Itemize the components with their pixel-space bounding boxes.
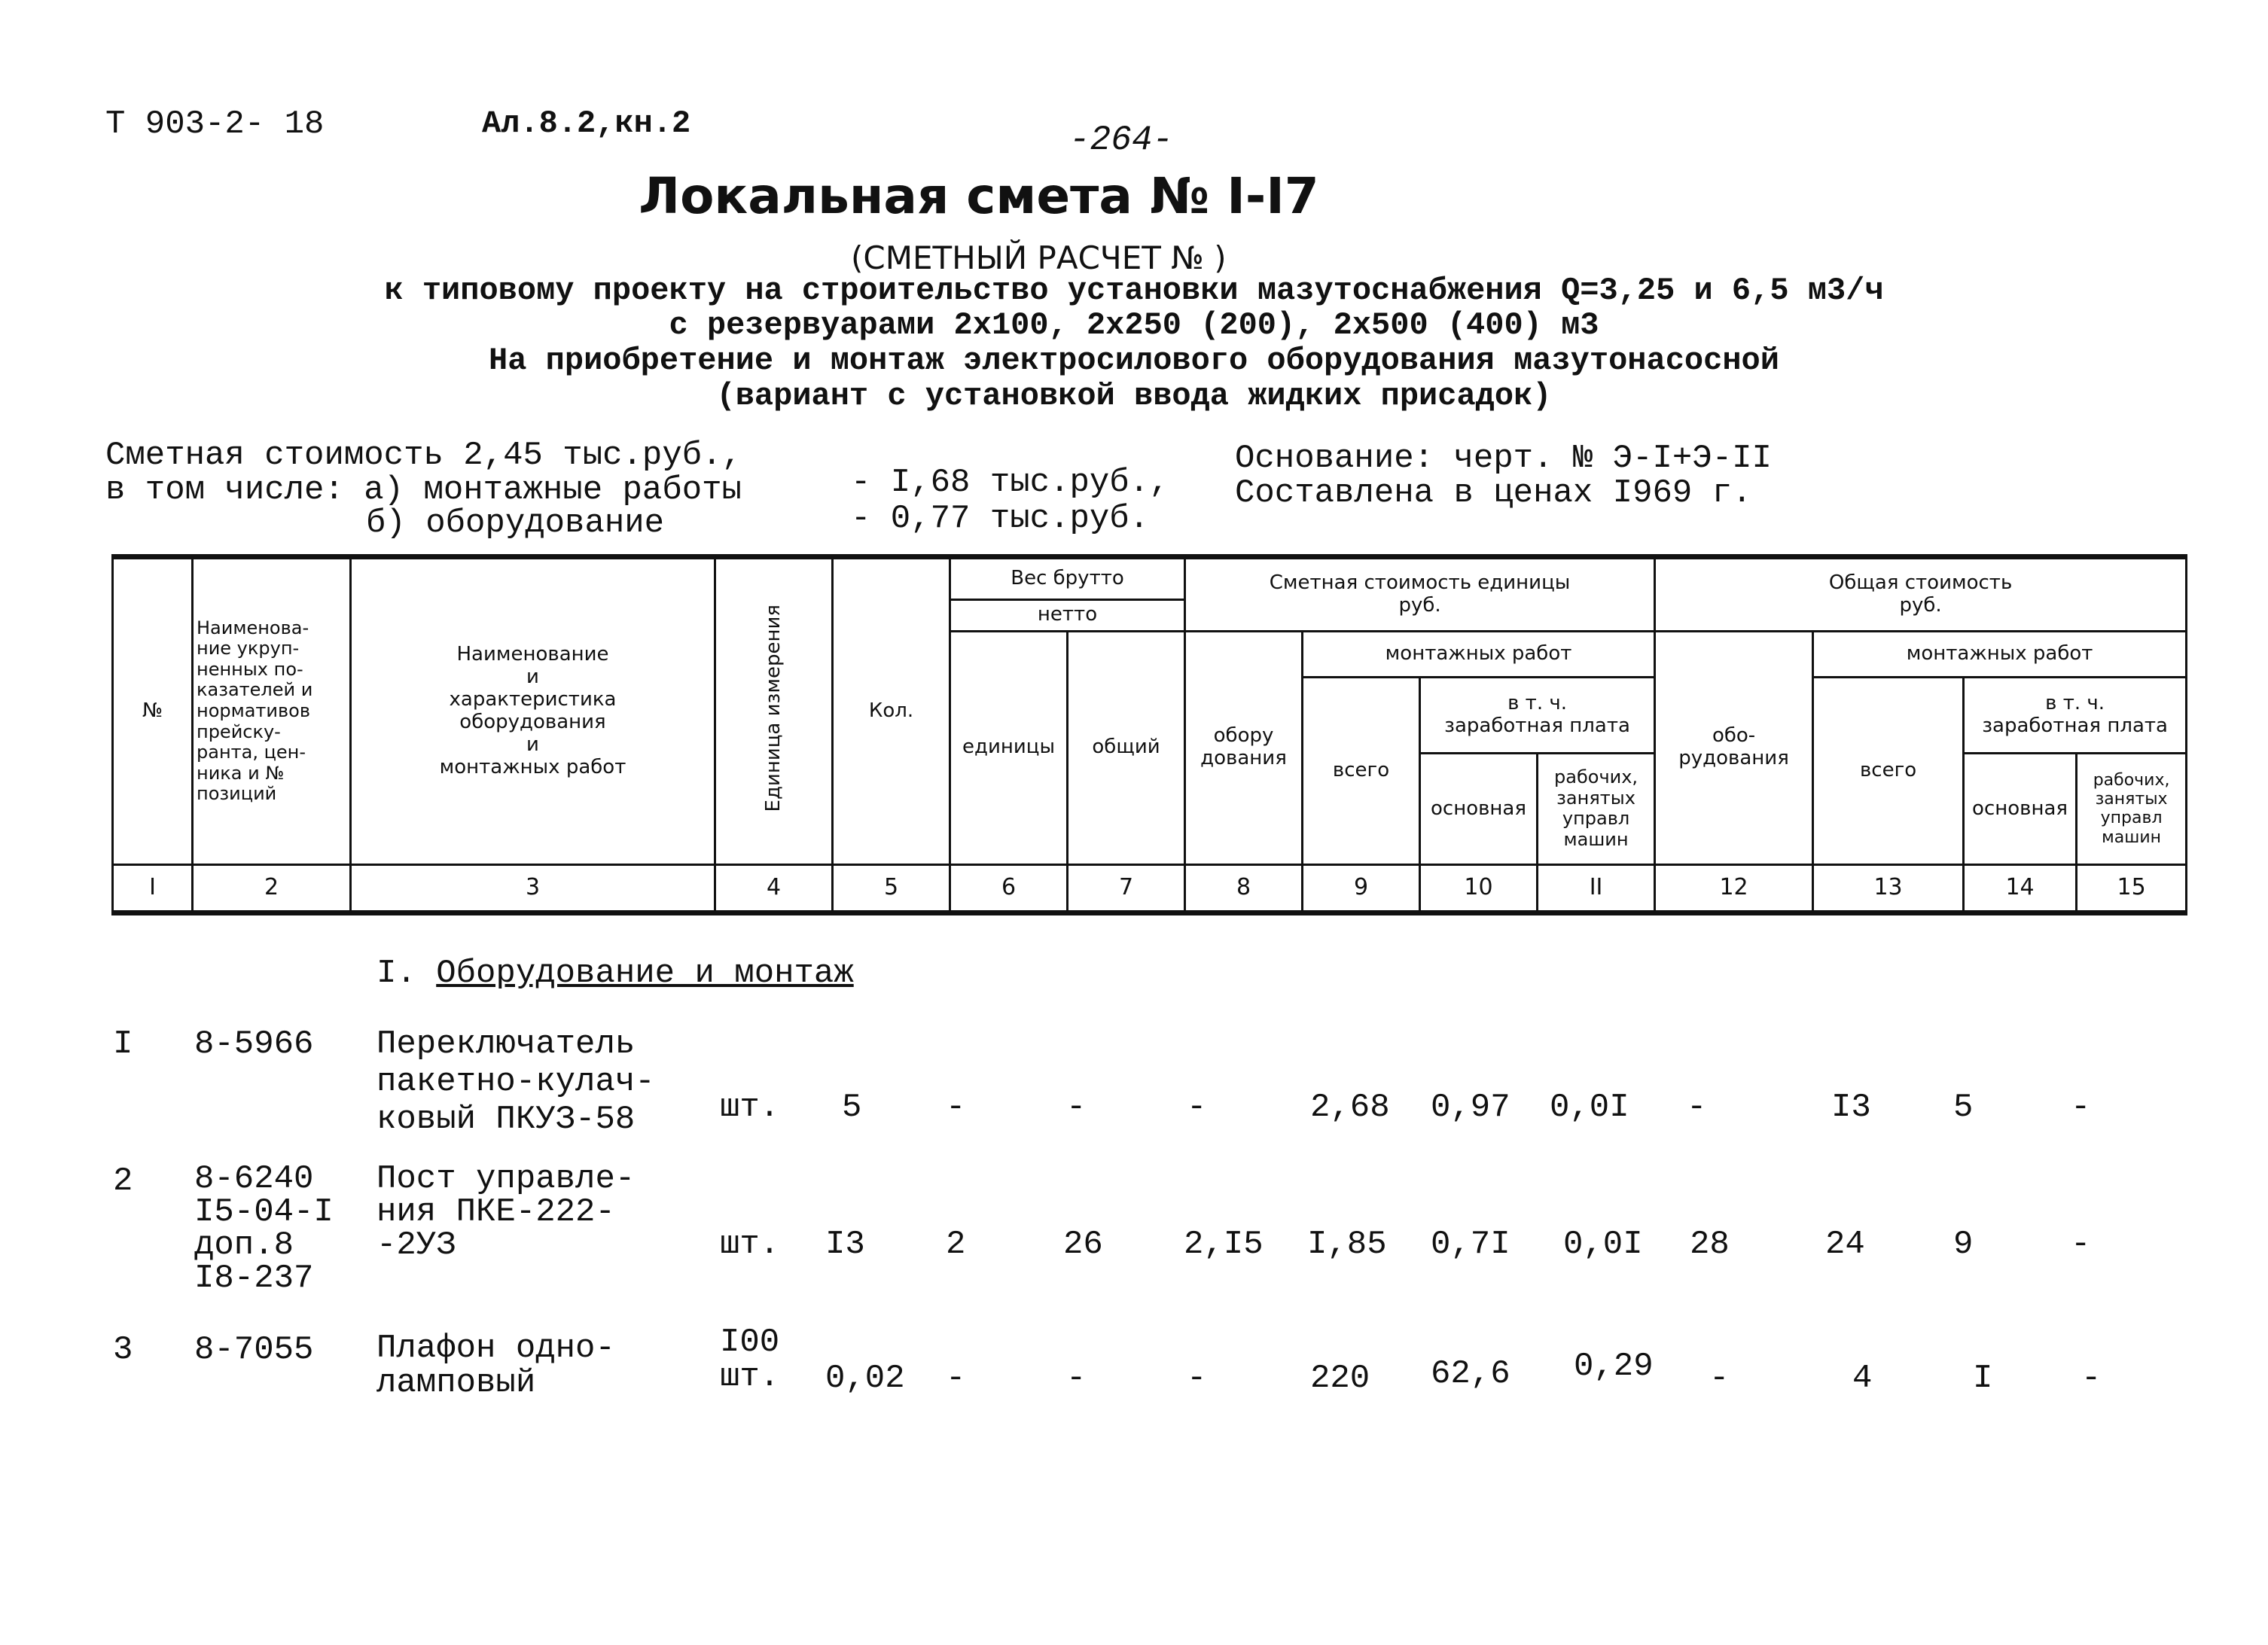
header-weight-group: Вес брутто (950, 557, 1185, 600)
row-2-total-machine-wage: - (2071, 1226, 2091, 1263)
row-2-unit-install: I,85 (1307, 1226, 1387, 1263)
header-unit-cost-group: Сметная стоимость единицы руб. (1185, 557, 1655, 632)
header-unit-wage-group: в т. ч. заработная плата (1420, 678, 1655, 754)
header-col-3: Наименование и характеристика оборудования и монтажных работ (351, 557, 715, 865)
page-subtitle: (СМЕТНЫЙ РАСЧЕТ № ) (851, 239, 1227, 276)
row-2-total-equipment: 28 (1690, 1226, 1730, 1263)
row-1-total-wage: 5 (1953, 1089, 1974, 1126)
row-3-name: Плафон одно- ламповый (376, 1330, 615, 1402)
row-3-unit-machine-wage: 0,29 (1574, 1348, 1654, 1385)
section-title: Оборудование и монтаж (436, 955, 854, 992)
row-3-total-equipment: - (1709, 1360, 1730, 1397)
header-total-cost-group: Общая стоимость руб. (1655, 557, 2187, 632)
document-reference: Ал.8.2,кн.2 (482, 105, 691, 142)
row-1-unit-wage: 0,97 (1431, 1089, 1510, 1126)
column-number-1: I (113, 864, 193, 912)
header-unit-install-group: монтажных работ (1303, 632, 1655, 678)
header-col-8: обору дования (1185, 632, 1303, 865)
column-number-5: 5 (833, 864, 950, 912)
row-2-unit-machine-wage: 0,0I (1563, 1226, 1643, 1263)
row-2-unit: шт. (720, 1226, 780, 1263)
column-number-4: 4 (715, 864, 833, 912)
description-line-2: с резервуарами 2х100, 2х250 (200), 2х500 (400) м3 (669, 307, 1599, 343)
row-2-name: Пост управле- ния ПКЕ-222- -2УЗ (376, 1160, 636, 1264)
row-2-total-install: 24 (1825, 1226, 1865, 1263)
row-1-code: 8-5966 (194, 1025, 314, 1063)
row-1-weight-total: - (1066, 1089, 1087, 1126)
column-number-14: 14 (1964, 864, 2077, 912)
row-3-unit-wage: 62,6 (1431, 1355, 1510, 1393)
row-3-number: 3 (113, 1331, 133, 1369)
row-3-code: 8-7055 (194, 1331, 314, 1369)
column-number-9: 9 (1303, 864, 1420, 912)
header-col-11: рабочих, занятых управл машин (1538, 754, 1655, 864)
header-col-4-label: Единица измерения (761, 605, 785, 812)
column-number-7: 7 (1068, 864, 1185, 912)
column-number-11: II (1538, 864, 1655, 912)
header-col-15: рабочих, занятых управл машин (2077, 754, 2187, 864)
section-heading (376, 955, 854, 992)
description-line-1: к типовому проекту на строительство установки мазутоснабжения Q=3,25 и 6,5 м3/ч (384, 273, 1884, 309)
column-number-10: 10 (1420, 864, 1538, 912)
header-total-install-group: монтажных работ (1813, 632, 2187, 678)
row-1-number: I (113, 1025, 133, 1063)
header-col-7: общий (1068, 632, 1185, 865)
header-col-13: всего (1813, 678, 1964, 865)
header-col-4 (715, 557, 833, 865)
row-1-unit-equipment: - (1187, 1089, 1207, 1126)
column-number-12: 12 (1655, 864, 1813, 912)
document-code: Т 903-2- 18 (105, 105, 325, 143)
column-number-2: 2 (193, 864, 351, 912)
row-3-weight-unit: - (946, 1360, 966, 1397)
cost-install-value: - I,68 тыс.руб., (851, 464, 1169, 501)
column-number-15: 15 (2077, 864, 2187, 912)
row-3-unit: I00 шт. (720, 1324, 780, 1396)
header-col-1: № (113, 557, 193, 865)
header-col-14: основная (1964, 754, 2077, 864)
row-3-total-install: 4 (1852, 1360, 1873, 1397)
row-3-unit-equipment: - (1187, 1360, 1207, 1397)
row-1-unit-machine-wage: 0,0I (1550, 1089, 1629, 1126)
row-1-weight-unit: - (946, 1089, 966, 1126)
basis-text: Основание: черт. № Э-I+Э-II (1235, 440, 1772, 477)
header-col-2: Наименова- ние укруп- ненных по- казателей и нормативов прейску- ранта, цен- ника и № позиций (193, 557, 351, 865)
row-1-qty: 5 (842, 1089, 862, 1126)
page-title: Локальная смета № I-I7 (639, 167, 1319, 225)
row-3-unit-install: 220 (1310, 1360, 1370, 1397)
row-2-qty: I3 (825, 1226, 865, 1263)
row-2-code: 8-6240 I5-04-I доп.8 I8-237 (194, 1160, 334, 1297)
page-number: -264- (1069, 120, 1174, 160)
description-line-3: На приобретение и монтаж электросилового оборудования мазутонасосной (489, 343, 1779, 379)
section-number: I. (376, 955, 416, 992)
row-3-qty: 0,02 (825, 1360, 905, 1397)
row-1-unit: шт. (720, 1089, 780, 1126)
row-1-unit-install: 2,68 (1310, 1089, 1390, 1126)
row-3-weight-total: - (1066, 1360, 1087, 1397)
row-2-number: 2 (113, 1162, 133, 1200)
column-number-3: 3 (351, 864, 715, 912)
row-2-total-wage: 9 (1953, 1226, 1974, 1263)
row-2-weight-unit: 2 (946, 1226, 966, 1263)
header-col-5: Кол. (833, 557, 950, 865)
row-2-weight-total: 26 (1063, 1226, 1103, 1263)
estimate-header-table (111, 554, 2187, 915)
header-col-6: единицы (950, 632, 1068, 865)
column-number-6: 6 (950, 864, 1068, 912)
row-1-total-equipment: - (1687, 1089, 1707, 1126)
row-2-unit-wage: 0,7I (1431, 1226, 1510, 1263)
price-base-text: Составлена в ценах I969 г. (1235, 474, 1752, 512)
header-col-12: обо- рудования (1655, 632, 1813, 865)
description-line-4: (вариант с установкой ввода жидких присадок) (716, 378, 1552, 414)
estimated-cost: Сметная стоимость 2,45 тыс.руб., (105, 437, 742, 474)
column-number-8: 8 (1185, 864, 1303, 912)
cost-equipment-label: б) оборудование (366, 504, 665, 542)
cost-equipment-value: - 0,77 тыс.руб. (851, 500, 1150, 538)
header-col-10: основная (1420, 754, 1538, 864)
row-2-unit-equipment: 2,I5 (1184, 1226, 1264, 1263)
row-1-name: Переключатель пакетно-кулач- ковый ПКУЗ-58 (376, 1025, 655, 1138)
header-col-9: всего (1303, 678, 1420, 865)
row-3-total-wage: I (1973, 1360, 1993, 1397)
row-1-total-machine-wage: - (2071, 1089, 2091, 1126)
header-total-wage-group: в т. ч. заработная плата (1964, 678, 2187, 754)
cost-install-label: в том числе: а) монтажные работы (105, 471, 742, 509)
header-weight-netto: нетто (950, 599, 1185, 631)
column-number-13: 13 (1813, 864, 1964, 912)
row-1-total-install: I3 (1831, 1089, 1871, 1126)
row-3-total-machine-wage: - (2081, 1360, 2102, 1397)
